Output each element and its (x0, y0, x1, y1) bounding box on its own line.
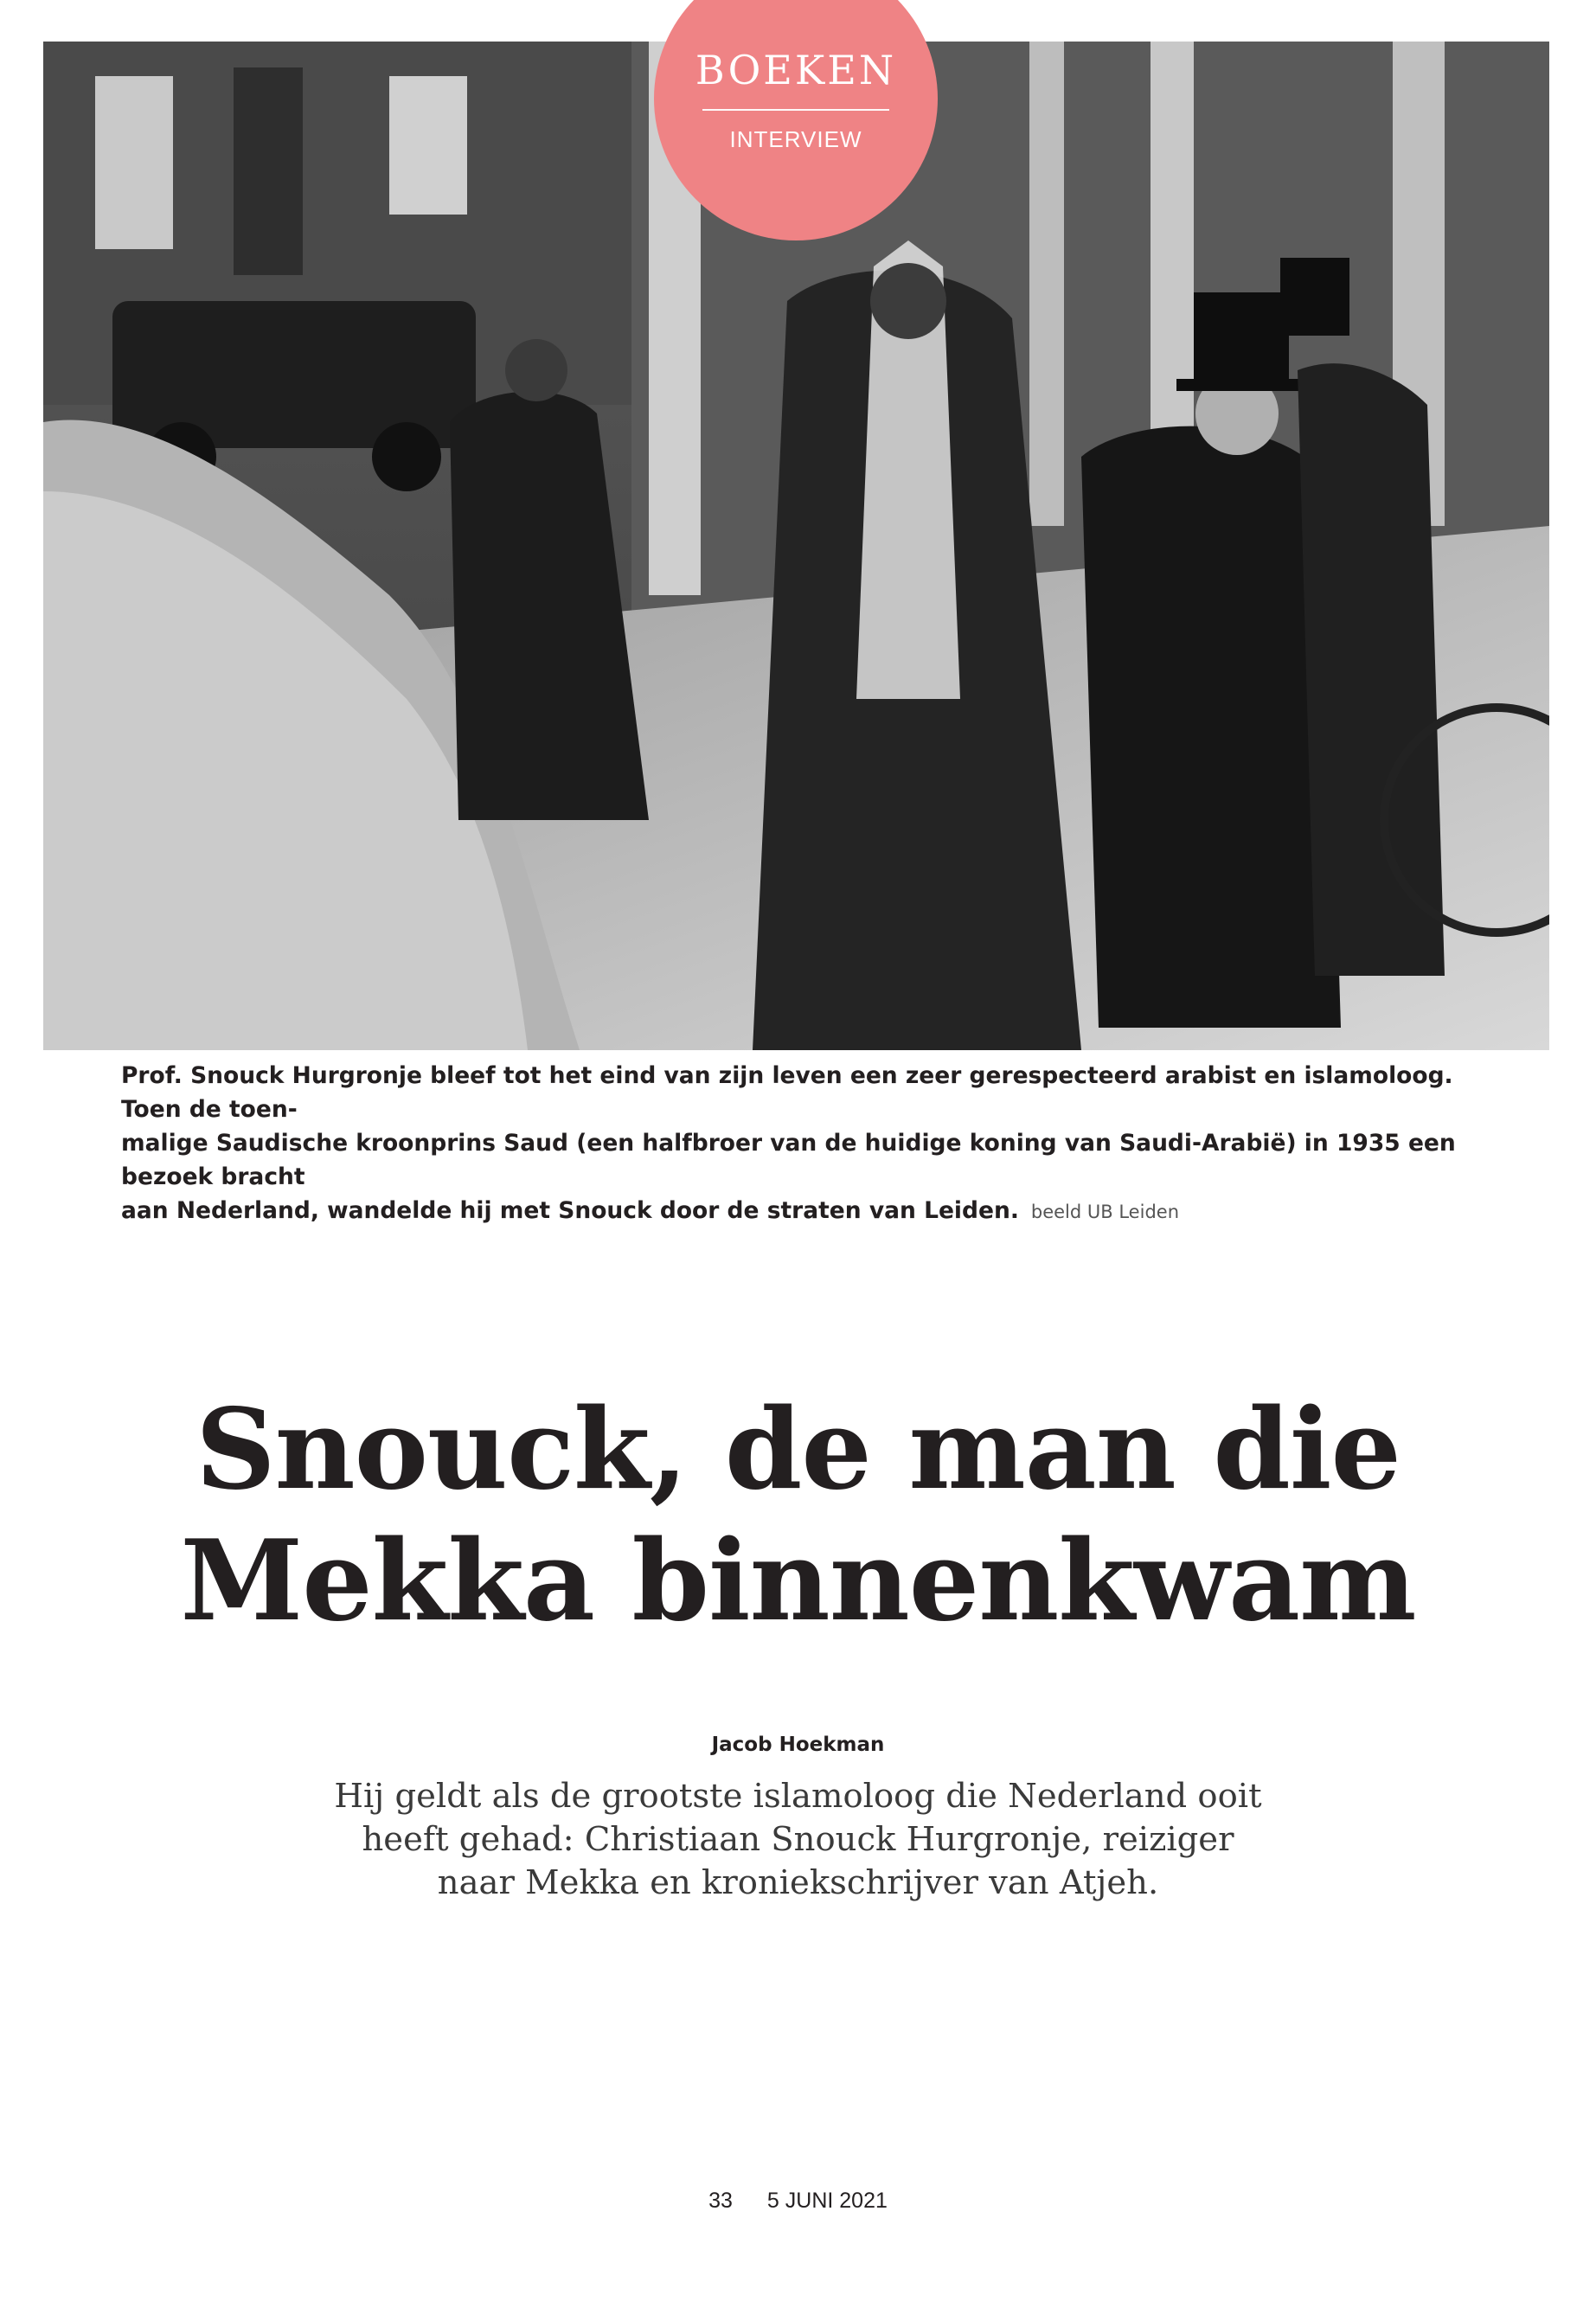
caption-line: Prof. Snouck Hurgronje bleef tot het eind van zijn leven een zeer gerespecteerd arabist en islamoloog. Toen de toen- (121, 1062, 1453, 1123)
intro-line: heeft gehad: Christiaan Snouck Hurgronje, reiziger (362, 1820, 1234, 1859)
article-intro (260, 1775, 1336, 1905)
author-byline: Jacob Hoekman (711, 1734, 885, 1756)
issue-date: 5 JUNI 2021 (766, 2189, 888, 2213)
article-headline (0, 1384, 1596, 1647)
photo-credit: beeld UB Leiden (1030, 1202, 1179, 1222)
caption-line: aan Nederland, wandelde hij met Snouck door de straten van Leiden. (121, 1197, 1019, 1224)
badge-subsection: INTERVIEW (729, 126, 862, 152)
page-number: 33 (708, 2189, 733, 2213)
badge-section: BOEKEN (695, 47, 897, 93)
headline-line: Snouck, de man die (195, 1385, 1401, 1515)
badge-divider (702, 109, 889, 111)
photo-caption (121, 1059, 1471, 1229)
intro-line: Hij geldt als de grootste islamoloog die Nederland ooit (334, 1777, 1262, 1816)
caption-line: malige Saudische kroonprins Saud (een halfbroer van de huidige koning van Saudi-Arabië) in 1935 een bezoek bracht (121, 1130, 1456, 1190)
intro-line: naar Mekka en kroniekschrijver van Atjeh. (437, 1863, 1159, 1902)
page-footer (0, 2189, 1596, 2214)
headline-line: Mekka binnenkwam (180, 1516, 1416, 1646)
